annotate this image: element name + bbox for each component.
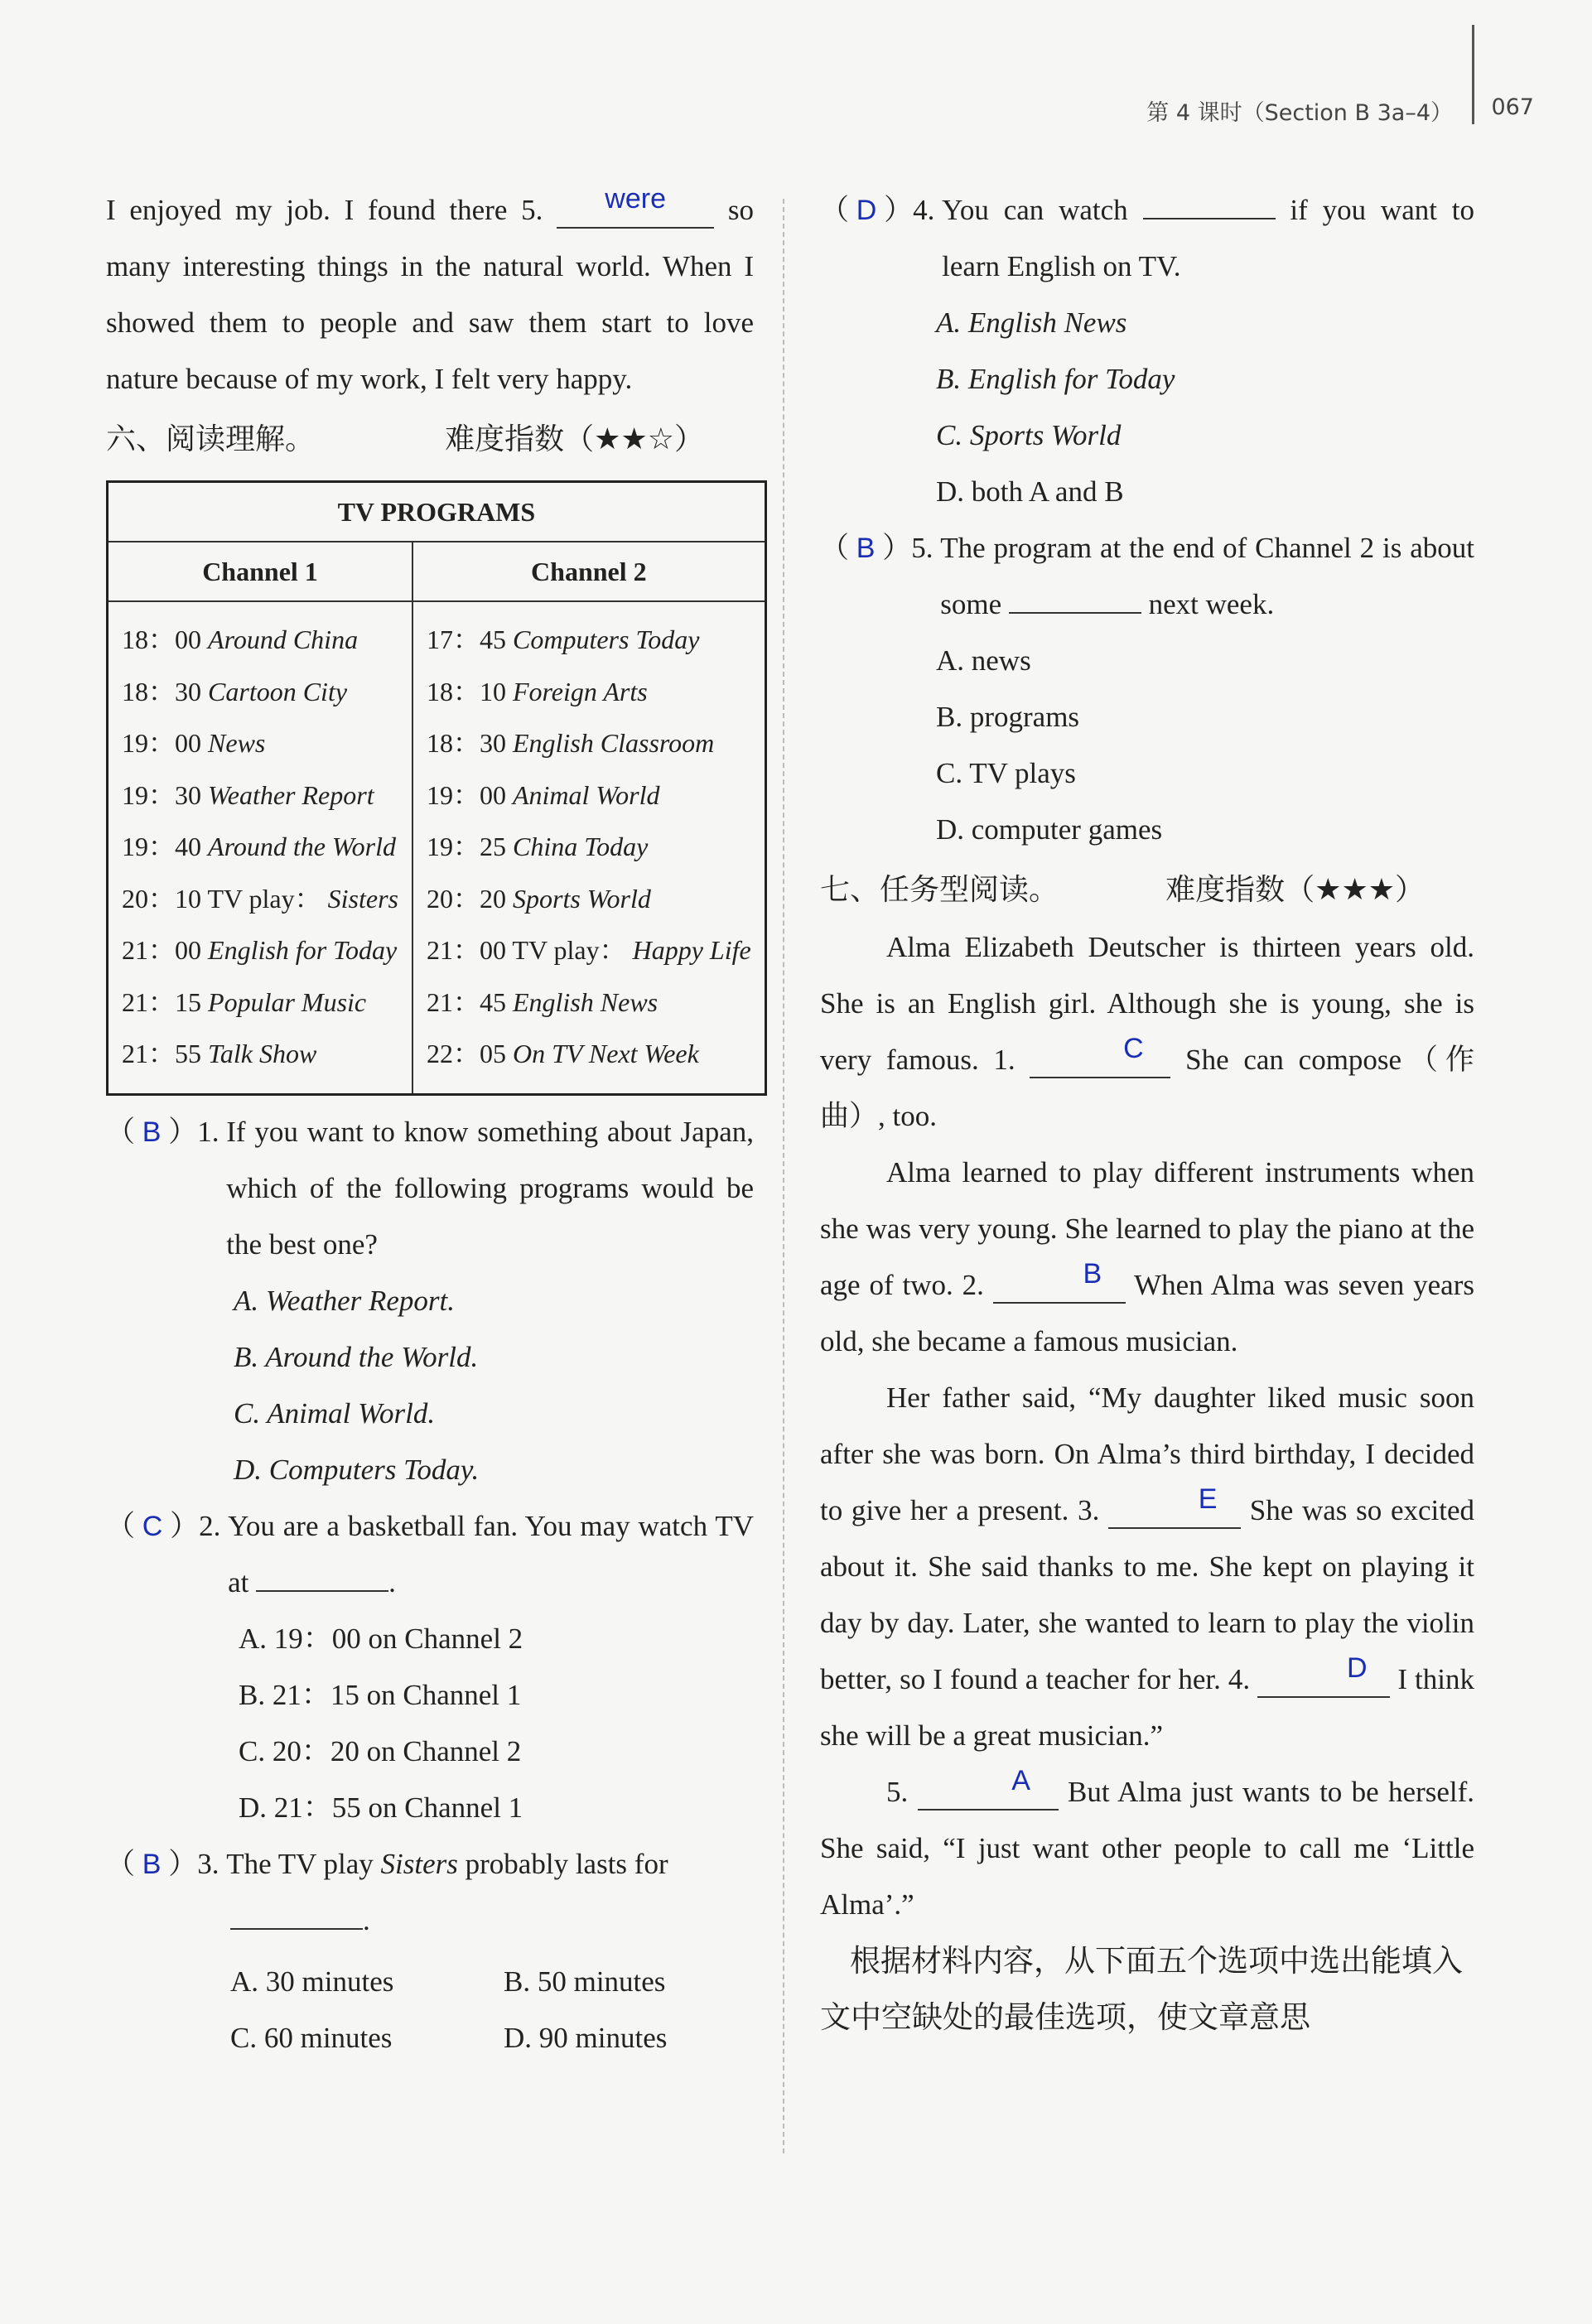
program-row: 21：00 TV play： Happy Life xyxy=(426,935,751,965)
program-row: 21：15 Popular Music xyxy=(122,986,367,1017)
channel-1-list xyxy=(108,601,412,1094)
question-4 xyxy=(820,182,1474,520)
program-row: 18：10 Foreign Arts xyxy=(426,676,648,706)
section-7-title xyxy=(820,861,1474,919)
passage-paragraph-4: 5. A But Alma just wants to be herself. She said, “I just want other people to call me ‘Little Alma’.” xyxy=(820,1765,1475,1921)
passage-ending xyxy=(106,182,754,407)
table-title: TV PROGRAMS xyxy=(108,482,766,542)
program-row: 17：45 Computers Today xyxy=(426,624,700,654)
header-divider xyxy=(1472,25,1474,124)
section-6-difficulty: 难度指数（★★☆） xyxy=(445,422,704,456)
task-instruction: 根据材料内容，从下面五个选项中选出能填入文中空缺处的最佳选项，使文章意思 xyxy=(820,1943,1463,2035)
option-b[interactable]: B. 21：15 on Channel 1 xyxy=(239,1678,522,1711)
page-header xyxy=(0,89,1592,139)
option-c[interactable]: C. Animal World. xyxy=(234,1396,436,1430)
option-d[interactable]: D. 21：55 on Channel 1 xyxy=(239,1791,523,1824)
question-5-text: The program at the end of Channel 2 is about some next week. xyxy=(940,532,1474,620)
answer-q5[interactable]: B xyxy=(856,533,876,564)
program-row: 19：00 News xyxy=(122,728,266,758)
answer-p2: B xyxy=(1083,1258,1102,1290)
answer-blank-q4[interactable] xyxy=(1143,218,1276,219)
program-row: 21：45 English News xyxy=(426,986,659,1017)
answer-blank-q2[interactable] xyxy=(256,1590,388,1592)
column-divider xyxy=(783,199,784,2153)
passage-paragraph-1: Alma Elizabeth Deutscher is thirteen years old. She is an English girl. Although she is young, she is very famous. 1. C She can compose（作曲）, too. xyxy=(820,931,1475,1132)
option-d[interactable]: D. both A and B xyxy=(936,475,1124,508)
answer-q1[interactable]: B xyxy=(142,1116,162,1148)
answer-p5: A xyxy=(1011,1765,1030,1796)
option-b[interactable]: B. Around the World. xyxy=(234,1340,479,1373)
program-row: 19：30 Weather Report xyxy=(122,779,374,810)
option-c[interactable]: C. 60 minutes xyxy=(230,2021,393,2054)
program-row: 20：20 Sports World xyxy=(426,883,651,914)
section-6-title xyxy=(106,411,754,469)
option-c[interactable]: C. 20：20 on Channel 2 xyxy=(239,1734,522,1767)
section-6-heading: 六、阅读理解。 xyxy=(106,422,316,456)
answer-blank-p4[interactable] xyxy=(1257,1652,1390,1698)
answer-q2[interactable]: C xyxy=(142,1510,163,1542)
option-a[interactable]: A. 30 minutes xyxy=(230,1965,394,1998)
question-2-number: （ C ）2. xyxy=(106,1509,221,1542)
option-b[interactable]: B. 50 minutes xyxy=(504,1965,666,1998)
program-row: 21：00 English for Today xyxy=(122,935,398,965)
passage-paragraph-2: Alma learned to play different instruments when she was very young. She learned to play the piano at the age of two. 2. B When Alma was seven years old, she became a famous musician. xyxy=(820,1156,1474,1357)
program-row: 18：30 Cartoon City xyxy=(122,676,348,706)
program-row: 21：55 Talk Show xyxy=(122,1039,317,1068)
question-3-number: （ B ）3. xyxy=(106,1847,220,1880)
answer-p3: E xyxy=(1198,1483,1218,1515)
option-d[interactable]: D. Computers Today. xyxy=(234,1453,480,1486)
program-row: 22：05 On TV Next Week xyxy=(426,1039,699,1068)
page-number: 067 xyxy=(1491,94,1534,120)
question-5 xyxy=(820,520,1474,858)
question-4-text: You can watch if you want to learn English on TV. xyxy=(942,194,1475,282)
right-column xyxy=(820,182,1474,2046)
question-5-number: （ B ）5. xyxy=(820,532,933,564)
option-b[interactable]: B. English for Today xyxy=(936,363,1175,395)
answer-blank-p5[interactable] xyxy=(918,1765,1059,1811)
option-c[interactable]: C. TV plays xyxy=(936,757,1076,789)
option-c[interactable]: C. Sports World xyxy=(936,419,1122,451)
answer-blank-5[interactable] xyxy=(557,183,714,229)
question-2 xyxy=(106,1498,754,1836)
question-2-text: You are a basketball fan. You may watch TV at . xyxy=(228,1509,754,1598)
answer-5: were xyxy=(605,183,666,215)
option-d[interactable]: D. 90 minutes xyxy=(504,2021,668,2054)
channel-2-list xyxy=(412,601,765,1094)
answer-q4[interactable]: D xyxy=(856,195,877,226)
program-row: 18：30 English Classroom xyxy=(426,728,715,758)
option-a[interactable]: A. 19：00 on Channel 2 xyxy=(239,1622,523,1655)
answer-p1: C xyxy=(1123,1033,1144,1064)
channel-2-header: Channel 2 xyxy=(412,542,765,601)
answer-blank-q3[interactable] xyxy=(230,1928,363,1930)
program-row: 20：10 TV play： Sisters xyxy=(122,883,398,914)
answer-blank-q5[interactable] xyxy=(1009,612,1141,614)
passage-text: I enjoyed my job. I found there 5. xyxy=(106,194,543,226)
section-7-heading: 七、任务型阅读。 xyxy=(820,873,1059,907)
program-row: 19：00 Animal World xyxy=(426,779,660,810)
left-column xyxy=(106,182,754,2066)
question-1-number: （ B ）1. xyxy=(106,1115,220,1148)
passage-text: so many interesting things in the natural world. When I showed them to people and saw them start to love nature because of my work, I felt very happy. xyxy=(106,194,755,395)
option-a[interactable]: A. news xyxy=(936,644,1031,677)
option-a[interactable]: A. Weather Report. xyxy=(234,1284,455,1317)
channel-1-header: Channel 1 xyxy=(108,542,412,601)
question-1 xyxy=(106,1104,754,1498)
option-d[interactable]: D. computer games xyxy=(936,813,1163,846)
option-b[interactable]: B. programs xyxy=(936,701,1080,733)
lesson-label: 第 4 课时（Section B 3a–4） xyxy=(1146,100,1453,126)
program-row: 19：40 Around the World xyxy=(122,832,396,861)
answer-q3[interactable]: B xyxy=(142,1848,162,1880)
question-3: （ B ）3. The TV play Sisters probably lasts for . A. 30 minutes B. 50 minutes C. 60 minutes D. 90 minutes xyxy=(106,1836,754,2066)
passage-paragraph-3: Her father said, “My daughter liked music soon after she was born. On Alma’s third birthday, I decided to give her a present. 3. E She was so excited about it. She said thanks to me. She kept on playing it day by day. Later, she wanted to learn to play the violin better, so I found a teacher for her. 4. D I think she will be a great musician.” xyxy=(820,1381,1475,1752)
question-1-text: If you want to know something about Japan, which of the following programs would be the best one? xyxy=(226,1115,754,1261)
answer-blank-p2[interactable] xyxy=(993,1258,1126,1304)
question-3-text: The TV play Sisters probably lasts for xyxy=(226,1847,668,1880)
section-7-difficulty: 难度指数（★★★） xyxy=(1165,873,1425,907)
answer-blank-p1[interactable] xyxy=(1030,1033,1170,1078)
tv-programs-table xyxy=(106,480,767,1096)
answer-blank-p3[interactable] xyxy=(1108,1483,1241,1529)
question-4-number: （ D ）4. xyxy=(820,194,935,226)
option-a[interactable]: A. English News xyxy=(936,306,1127,339)
answer-p4: D xyxy=(1346,1652,1368,1684)
program-row: 18：00 Around China xyxy=(122,624,359,654)
program-row: 19：25 China Today xyxy=(426,832,649,861)
